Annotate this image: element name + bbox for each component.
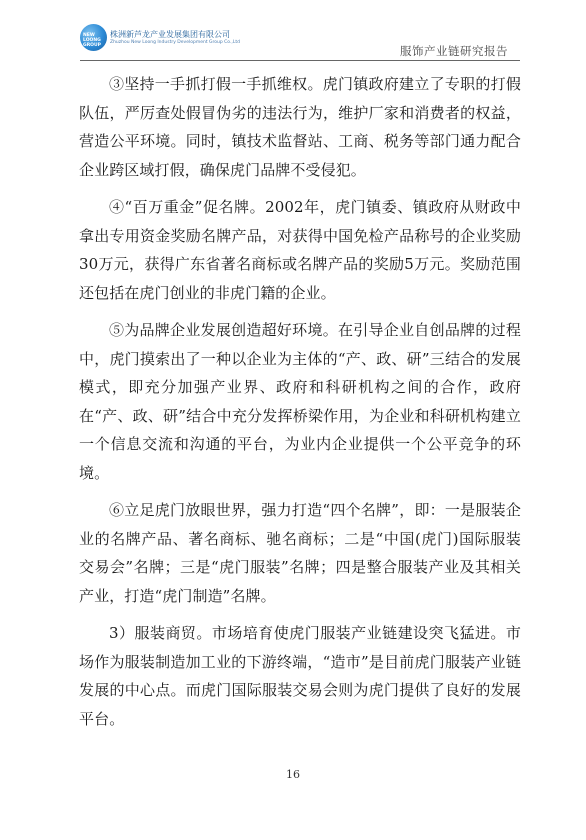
header-divider [80, 60, 520, 61]
paragraph-apparel-trade: 3）服装商贸。市场培育使虎门服装产业链建设突飞猛进。市场作为服装制造加工业的下游终端，“造市”是目前虎门服装产业链发展的中心点。而虎门国际服装交易会则为虎门提供了良好的发展平台。 [79, 624, 521, 728]
paragraph-anti-counterfeit: ③坚持一手抓打假一手抓维权。虎门镇政府建立了专职的打假队伍，严厉查处假冒伪劣的违法行为，维护厂家和消费者的权益，营造公平环境。同时，镇技术监督站、工商、税务等部门通力配合企业跨区域打假，确保虎门品牌不受侵犯。 [79, 75, 521, 179]
page-number: 16 [286, 768, 300, 781]
paragraph-brand-environment: ⑤为品牌企业发展创造超好环境。在引导企业自创品牌的过程中，虎门摸索出了一种以企业为主体的“产、政、研”三结合的发展模式，即充分加强产业界、政府和科研机构之间的合作，政府在“产、政、研”结合中充分发挥桥梁作用，为企业和科研机构建立一个信息交流和沟通的平台，为业内企业提供一个公平竞争的环境。 [79, 321, 521, 482]
page-header [0, 0, 586, 66]
company-name-cn: 株洲新芦龙产业发展集团有限公司 [110, 30, 230, 39]
company-logo-icon [80, 24, 107, 51]
company-name-en: Zhuzhou New Loong Industry Development Group Co.,Ltd [110, 40, 240, 45]
body-text [79, 70, 521, 742]
logo-mark-text: NEW LOONG GROUP [83, 33, 101, 48]
paragraph-four-brands: ⑥立足虎门放眼世界，强力打造“四个名牌”，即：一是服装企业的名牌产品、著名商标、驰名商标；二是“中国(虎门)国际服装交易会”名牌；三是“虎门服装”名牌；四是整合服装产业及其相关产业，打造“虎门制造”名牌。 [79, 501, 521, 605]
paragraph-brand-reward: ④“百万重金”促名牌。2002年，虎门镇委、镇政府从财政中拿出专用资金奖励名牌产品，对获得中国免检产品称号的企业奖励30万元，获得广东省著名商标或名牌产品的奖励5万元。奖励范围还包括在虎门创业的非虎门籍的企业。 [79, 198, 521, 302]
report-title: 服饰产业链研究报告 [400, 44, 508, 58]
